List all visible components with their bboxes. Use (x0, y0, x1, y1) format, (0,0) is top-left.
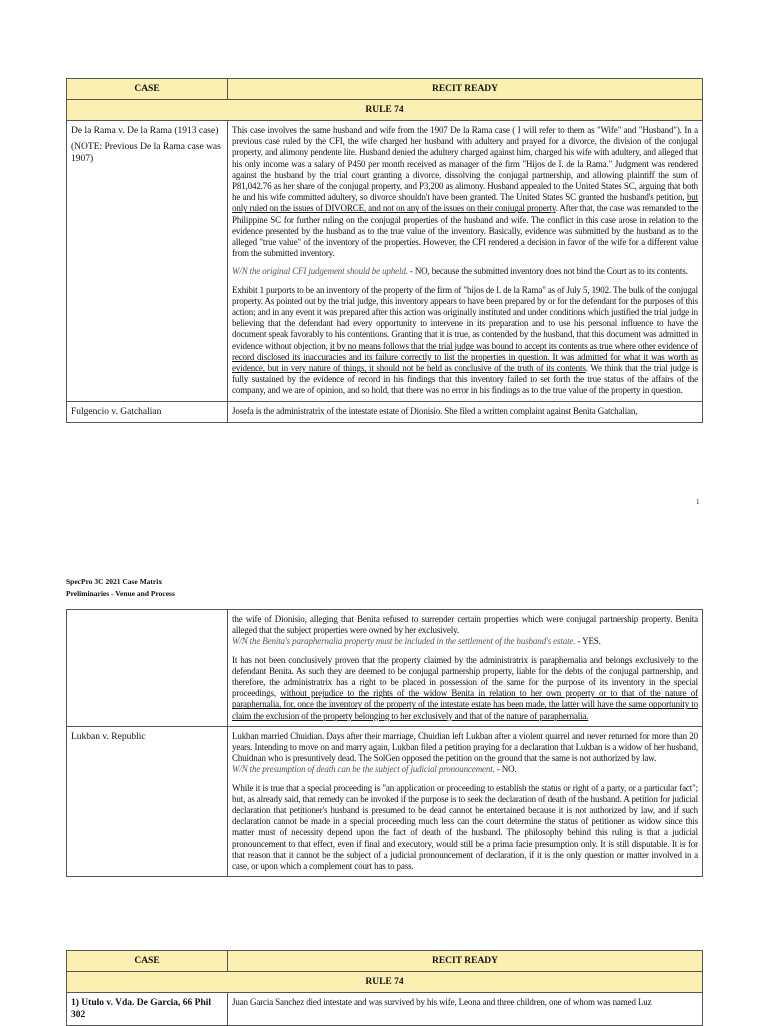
table-row (67, 726, 703, 876)
case-name-cell (67, 401, 228, 422)
facts-paragraph: Josefa is the administratrix of the intestate estate of Dionisio. She filed a written complaint against Benita Gatchalian, (232, 405, 638, 416)
recit-cell (228, 401, 703, 422)
case-note: (NOTE: Previous De la Rama case was 1907) (71, 142, 221, 164)
recit-cell (228, 726, 703, 876)
recit-column-header: RECIT READY (228, 79, 703, 100)
table-row (67, 401, 703, 422)
rule-label: RULE 74 (67, 100, 703, 121)
case-name: Fulgencio v. Gatchalian (71, 406, 162, 417)
running-head-subtitle: Preliminaries - Venue and Process (66, 589, 175, 598)
table-row (67, 121, 703, 402)
rule-row (67, 972, 703, 993)
issue-paragraph: W/N the presumption of death can be the subject of judicial pronouncement. - NO. (232, 764, 517, 775)
facts-paragraph: Lukban married Chuidian. Days after their marriage, Chuidian left Lukban after a violent quarrel and never returned for more than 20 years. Intending to move on and marry again, Lukban filed a petition praying for a declaration that Lukban is a widow of her husband, Chuidnan who is presuntively dead. The SolGen opposed the petition on the ground that the same is not authorized by law. (232, 730, 698, 764)
case-matrix-table-page1 (66, 78, 703, 423)
ruling-paragraph: Exhibit 1 purports to be an inventory of the property of the firm of "hijos de I. de la Rama" as of July 5, 1902. The bulk of the conjugal property. As pointed out by the trial judge, this inventory appears to have been prepared by or for the defendant for the purposes of this action; and in any event it was prepared after this action was originally instituted and under conditions which justified the trial judge in believing that the defendant had every opportunity to intervene in its preparation and to use his personal influence to have the document speak favorably to his contentions. Granting that it is true, as contended by the husband, that this document was admitted in evidence without objection, it by no means follows that the trial judge was bound to accept its contents as true where other evidence of record disclosed its inaccuracies and its failure correctly to list the properties in question. It was admitted for what it was worth as evidence, but in very nature of things, it should not be held as conclusive of the truth of its contents. We think that the trial judge is fully sustained by the evidence of record in his findings that this inventory failed to set forth the true status of the affairs of the company, and we are of opinion, and so hold, that there was no error in his findings as to the true value of the property in question. (232, 284, 698, 396)
case-name-cell (67, 726, 228, 876)
ruling-paragraph: While it is true that a special proceeding is "an application or proceeding to establish the status or right of a party, or a particular fact"; but, as already said, that remedy can be invoked if the purpose is to seek the declaration of death of the husband. A petition for judicial declaration that petitioner's husband is presumed to be dead cannot be entertained because it is not authorized by law, and if such declaration cannot be made in a special proceeding much less can the court determine the status of petitioner as widow since this matter must of necessity depend upon the fact of death of the husband. The philosophy behind this ruling is that a judicial pronouncement to that effect, even if final and executory, would still be a prima facie presumption only. It is still disputable. It is for that reason that it cannot be the subject of a judicial pronouncement of declaration, if it is the only question or matter involved in a case, or upon which a complement court has to pass. (232, 782, 698, 872)
issue-text: W/N the original CFI judgement should be upheld. (232, 266, 408, 277)
recit-column-header: RECIT READY (228, 951, 703, 972)
case-column-header: CASE (67, 79, 228, 100)
case-name-cell (67, 610, 228, 727)
table-row (67, 993, 703, 1026)
issue-paragraph (232, 266, 698, 277)
facts-paragraph: the wife of Dionisio, alleging that Benita refused to surrender certain properties which were conjugal partnership property. Benita alleged that the subject properties were owned by her exclusively. (232, 614, 698, 636)
facts-paragraph: This case involves the same husband and wife from the 1907 De la Rama case ( I will refer to them as "Wife" and "Husband"). In a previous case ruled by the CFI, the wife charged her husband with adultery and prayed for a divorce, the division of the conjugal property, and alimony pendente lite. Husband denied the adultery charged against him, charged his wife with adultery, and alleged that his only income was a salary of P450 per month received as manager of the firm "Hijos de I. de la Rama." Judgment was rendered against the husband by the trial court granting a divorce, dissolving the conjugal partnership, and allowing plaintiff the sum of P81,042.76 as her share of the conjugal property, and P3,200 as alimony. Husband appealed to the United States SC, arguing that both he and his wife committed adultery, so divorce shouldn't have been granted. The United States SC granted the husband's petition, but only ruled on the issues of DIVORCE, and not on any of the issues on their conjugal property. After that, the case was remanded to the Philippine SC for further ruling on the conjugal properties of the husband and wife. The conflict in this case arose in relation to the evidence presented by the husband as to the true value of the inventory. Basically, evidence was submitted by the husband as to the alleged "true value" of the inventory of the properties. However, the CFI rendered a decision in favor of the wife for a different value from the submitted inventory. (232, 125, 698, 259)
recit-cell (228, 121, 703, 402)
answer-text: - NO, because the submitted inventory does not bind the Court as to its contents. (407, 266, 688, 277)
recit-cell (228, 610, 703, 727)
case-name: De la Rama v. De la Rama (1913 case) (71, 126, 219, 136)
running-head-title: SpecPro 3C 2021 Case Matrix (66, 577, 163, 586)
header-row (67, 79, 703, 100)
recit-cell (228, 993, 703, 1026)
ruling-paragraph: It has not been conclusively proven that the property claimed by the administratrix is paraphernalia and belongs exclusively to the defendant Benita. As such they are deemed to be conjugal partnership property, liable for the debts of the conjugal partnership, and therefore, the administratrix has a right to be placed in possession of the same for the purpose of its inventory in the special proceedings, without prejudice to the rights of the widow Benita in relation to her own property or to that of the nature of paraphernalia, for, once the inventory of the property of the intestate estate has been made, the latter will have the same opportunity to claim the exclusion of the property belonging to her exclusively and that of the nature of paraphernalia. (232, 654, 698, 721)
case-name: Lukban v. Republic (71, 731, 146, 742)
rule-label: RULE 74 (67, 972, 703, 993)
rule-row (67, 100, 703, 121)
facts-paragraph: Juan Garcia Sanchez died intestate and was survived by his wife, Leona and three children, one of whom was named Luz (232, 997, 652, 1007)
page-number: 1 (696, 498, 700, 506)
case-matrix-table-page2 (66, 609, 703, 877)
case-name-cell (67, 121, 228, 402)
issue-paragraph: W/N the Benita's paraphernalia property must be included in the settlement of the husband's estate. - YES. (232, 636, 601, 647)
case-name: 1) Utulo v. Vda. De Garcia, 66 Phil 302 (71, 998, 212, 1020)
case-name-cell (67, 993, 228, 1026)
header-row (67, 951, 703, 972)
table-row (67, 610, 703, 727)
case-matrix-table-page2b (66, 950, 703, 1026)
case-column-header: CASE (67, 951, 228, 972)
